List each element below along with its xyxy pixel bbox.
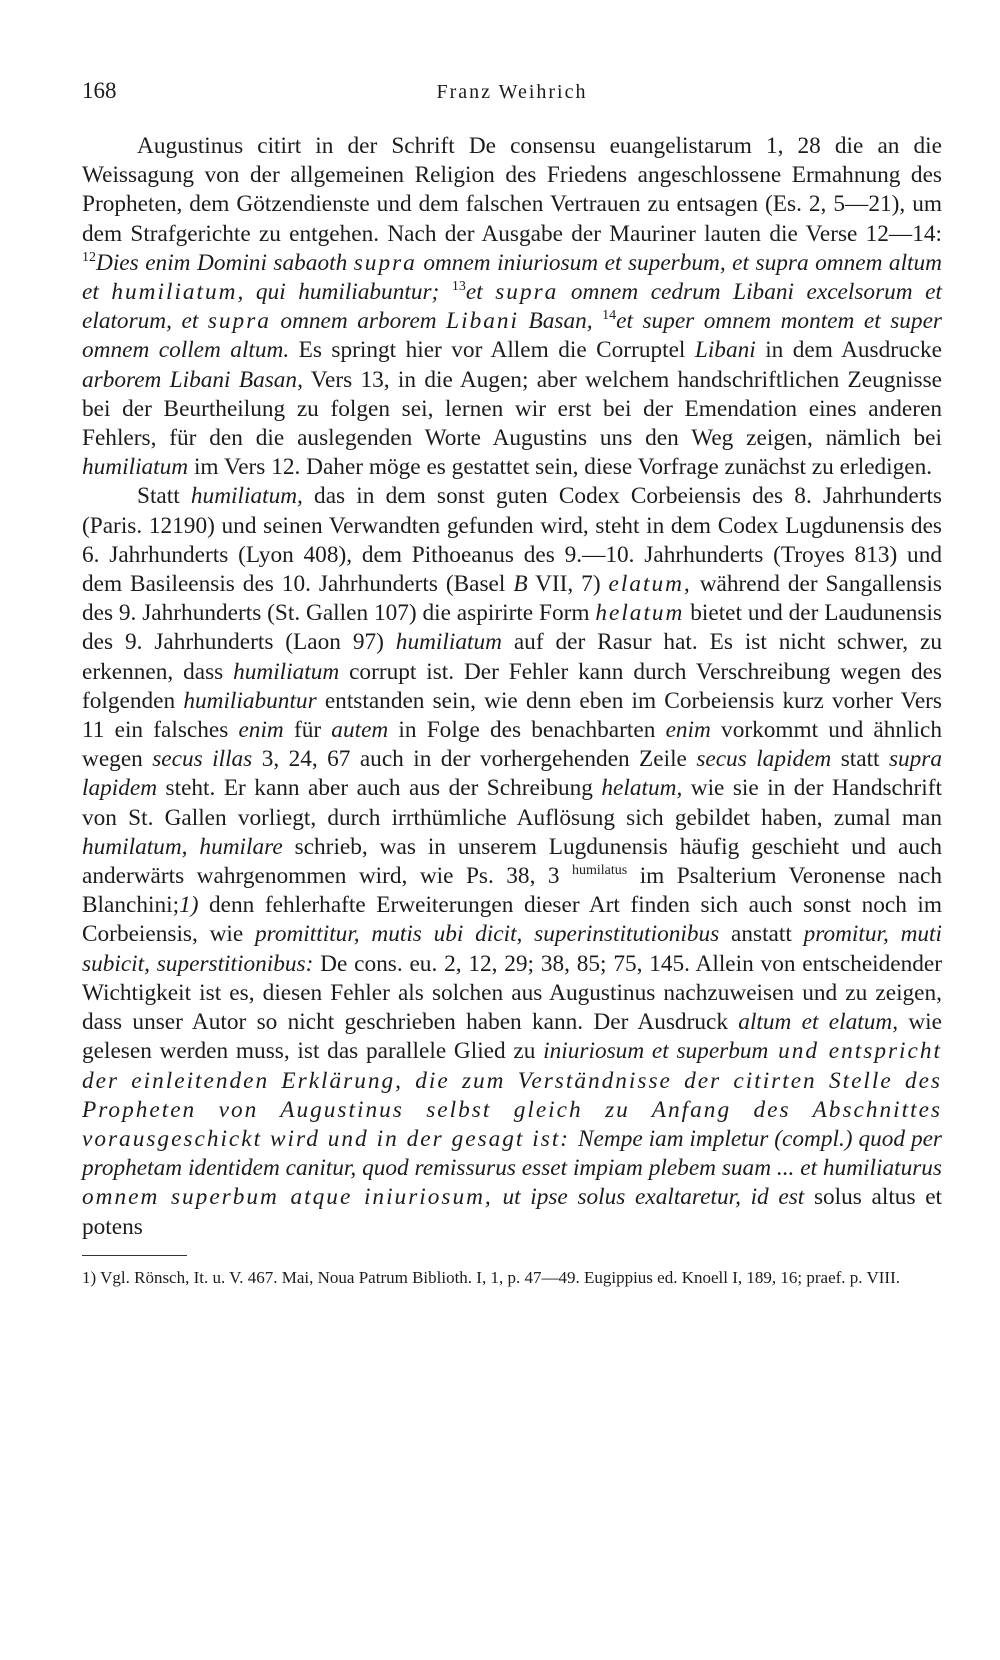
latin-quote: ut ipse solus exaltaretur, id est xyxy=(492,1184,814,1211)
shelfmark-letter: B xyxy=(513,571,528,598)
text-span: das in dem sonst guten Codex Corbeiensis des 8. Jahrhunderts (Paris. 12190) und seinen Verwandten gefunden wird, steht in dem Codex Lugdunensis des 6. Jahrhunderts (Lyon 408), dem Pithoeanus des 9.—10. Jahrhunderts (Troyes 813) und dem Basileensis des 10. Jahrhunderts (Basel xyxy=(82,483,942,598)
latin-term: promitur, muti subicit, superstitionibus: xyxy=(82,921,942,977)
verse-number: 12 xyxy=(82,250,96,266)
text-span: bietet und der Laudunensis des 9. Jahrhunderts (Laon 97) xyxy=(82,600,942,656)
text-span: Statt xyxy=(137,483,191,510)
latin-term: secus lapidem xyxy=(696,746,832,773)
text-span: entstanden sein, wie denn eben im Corbeiensis kurz vorher Vers 11 ein falsches xyxy=(82,687,942,744)
text-span: corrupt ist. Der Fehler kann durch Verschreibung wegen des folgenden xyxy=(82,658,942,714)
footnote-rule xyxy=(82,1255,187,1256)
latin-quote: Dies enim Domini sabaoth xyxy=(96,249,354,276)
latin-term: humiliatum, xyxy=(190,483,303,510)
footnote: 1) Vgl. Rönsch, It. u. V. 467. Mai, Noua Patrum Biblioth. I, 1, p. 47—49. Eugippius ed. Knoell I, 189, 16; praef. p. VIII. xyxy=(82,1267,900,1287)
text-span: während der Sangallensis des 9. Jahrhunderts (St. Gallen 107) die aspirirte Form xyxy=(82,571,942,627)
latin-quote-spaced: supra xyxy=(353,249,417,276)
latin-quote: et super omnem montem et super omnem collem altum. xyxy=(82,308,942,364)
latin-term-spaced: helatum xyxy=(595,600,685,627)
latin-term: humiliabuntur xyxy=(183,687,317,714)
text-span: Augustinus citirt in der Schrift De consensu euangelistarum 1, 28 die an die Weissagung von der allgemeinen Religion des Friedens angeschlossene Ermahnung des Propheten, dem Götzendienste und dem falschen Vertrauen zu entsagen (Es. 2, 5—21), um dem Strafgerichte zu entgehen. Nach der Ausgabe der Mauriner lauten die Verse 12—14: xyxy=(82,133,942,247)
latin-quote-spaced: supra xyxy=(207,308,271,335)
text-span: anstatt xyxy=(719,921,804,948)
paragraph-1 xyxy=(82,132,942,482)
text-span: für xyxy=(283,717,332,744)
text-span: steht. Er kann aber auch aus der Schreibung xyxy=(157,775,602,802)
page-header xyxy=(82,78,942,110)
latin-quote: et xyxy=(465,279,496,306)
text-span: De cons. eu. 2, 12, 29; 38, 85; 75, 145. Allein von entscheidender Wichtigkeit ist es, diesen Fehler als solchen aus Augustinus nachzuweisen und zu zeigen, dass unser Autor so nicht geschrieben haben kann. Der Ausdruck xyxy=(82,950,943,1036)
latin-quote: Basan, xyxy=(519,308,603,335)
paragraph-2 xyxy=(82,482,942,1241)
latin-term: altum et elatum, xyxy=(738,1009,899,1036)
running-head: Franz Weihrich xyxy=(436,81,588,103)
latin-term: arborem Libani Basan, xyxy=(82,366,303,393)
footnote-marker: humilatus xyxy=(572,863,628,879)
latin-term: enim xyxy=(238,717,284,744)
latin-term: supra lapidem xyxy=(82,746,943,802)
text-span: in Folge des benachbarten xyxy=(388,717,666,744)
latin-term: humiliatum xyxy=(82,454,189,481)
text-span: im Vers 12. Daher möge es gestattet sein, diese Vorfrage zunächst zu erledigen. xyxy=(188,454,933,481)
latin-term: helatum, xyxy=(601,775,683,802)
latin-quote-spaced: omnem superbum atque iniuriosum, xyxy=(82,1184,493,1211)
text-span: Vers 13, in die Augen; aber welchem handschriftlichen Zeugnisse bei der Beurtheilung zu folgen sei, lernen wir erst bei der Emendation eines anderen Fehlers, für den die auslegenden Worte Augustins uns den Weg zeigen, nämlich bei xyxy=(82,366,942,452)
text-span: VII, 7) xyxy=(527,571,609,598)
text-span: in dem Ausdrucke xyxy=(755,337,942,364)
latin-term: promittitur, mutis ubi dicit, superinstitutionibus xyxy=(254,921,720,948)
text-span: statt xyxy=(831,746,889,773)
latin-term: autem xyxy=(331,717,389,744)
latin-quote: Nempe iam impletur (compl.) quod per prophetam identidem canitur, quod remissurus esset impiam plebem suam ... et humiliaturus xyxy=(82,1125,942,1182)
latin-quote-spaced: Libani xyxy=(446,308,520,335)
text-span: solus altus et potens xyxy=(82,1184,943,1240)
latin-term: secus illas xyxy=(152,746,253,773)
latin-term: enim xyxy=(665,717,711,744)
latin-quote: iniuriosum et superbum xyxy=(543,1038,769,1065)
text-span: vorkommt und ähnlich wegen xyxy=(82,717,942,773)
text-span: denn fehlerhafte Erweiterungen dieser Art finden sich auch sonst noch im Corbeiensis, wie xyxy=(82,892,942,948)
text-span: wie gelesen werden muss, ist das parallele Glied zu xyxy=(82,1009,942,1065)
latin-quote-spaced: humiliatum xyxy=(111,279,238,306)
latin-quote-spaced: supra xyxy=(495,279,559,306)
main-text xyxy=(82,132,942,1290)
latin-term-spaced: elatum, xyxy=(608,571,692,598)
verse-number: 14 xyxy=(602,308,617,324)
latin-quote: omnem iniuriosum et superbum, et supra omnem altum et xyxy=(82,249,942,306)
latin-quote-spaced: und entspricht der einleitenden Erklärung, die zum Verständnisse der citirten Stelle des Propheten von Augustinus selbst gleich zu Anfang des Abschnittes vorausgeschickt wird und in der gesagt ist: xyxy=(82,1038,942,1152)
latin-term: humiliatum xyxy=(395,629,502,656)
text-span: 3, 24, 67 auch in der vorhergehenden Zeile xyxy=(252,746,697,773)
latin-term: humilatum, humilare xyxy=(82,833,283,860)
latin-term: Libani xyxy=(694,337,756,364)
latin-quote: omnem cedrum Libani excelsorum et elatorum, et xyxy=(82,279,942,335)
latin-quote: omnem arborem xyxy=(270,308,447,335)
latin-quote: , qui humiliabuntur; xyxy=(237,279,452,306)
latin-term: humiliatum xyxy=(233,658,340,685)
text-span: im Psalterium Veronense nach Blanchini; xyxy=(82,863,942,919)
text-span: Es springt hier vor Allem die Corruptel xyxy=(289,337,695,364)
text-span: wie sie in der Handschrift von St. Gallen vorliegt, durch irrthümliche Auflösung sich gebildet haben, zumal man xyxy=(82,775,943,831)
text-span: schrieb, was in unserem Lugdunensis häufig geschieht und auch anderwärts wahrgenommen wird, wie Ps. 38, 3 xyxy=(82,833,942,890)
latin-term: 1) xyxy=(179,892,199,919)
text-span: auf der Rasur hat. Es ist nicht schwer, zu erkennen, dass xyxy=(82,629,942,685)
verse-number: 13 xyxy=(451,279,466,295)
page-number: 168 xyxy=(82,78,117,103)
